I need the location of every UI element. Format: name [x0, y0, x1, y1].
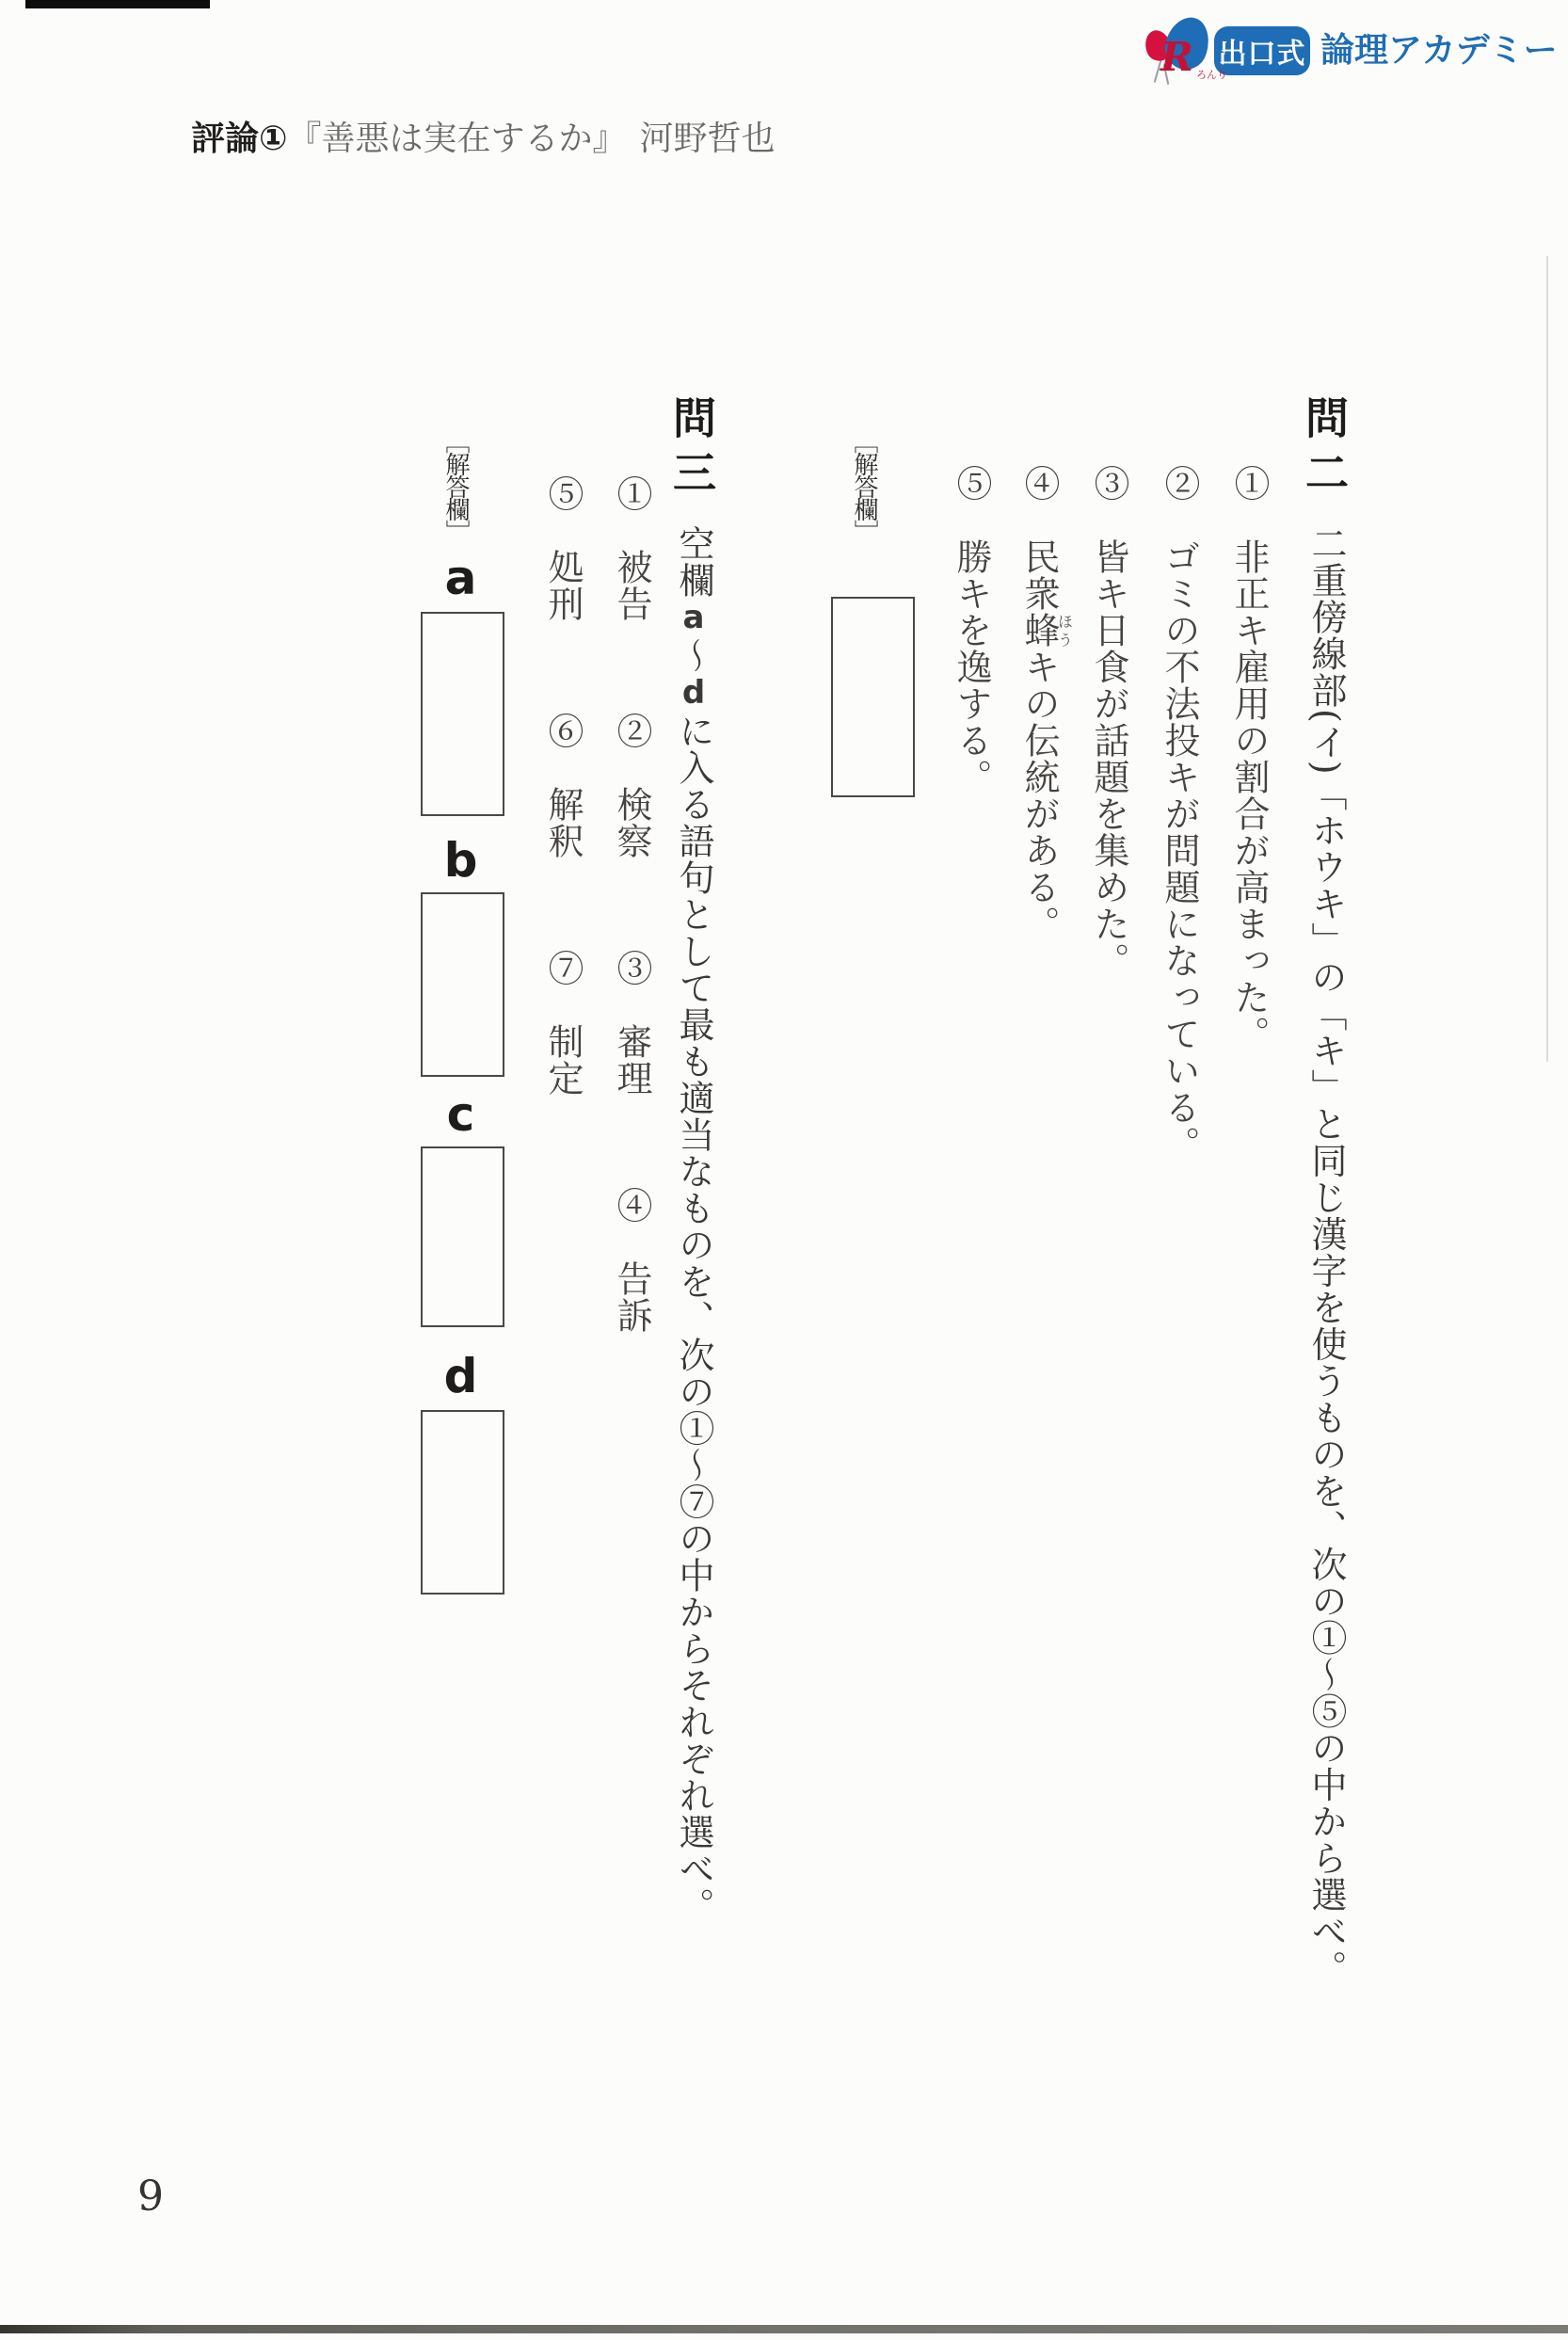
- logo-academy-title: 論理アカデミー: [1320, 31, 1558, 70]
- question2-option-3: ③ 皆キ日食が話題を集めた。: [1088, 465, 1129, 979]
- option4-base: 蜂: [1018, 612, 1060, 649]
- question3-option-4: ④ 告訴: [611, 1187, 652, 1334]
- question2-option-4: [1018, 465, 1074, 942]
- scan-artifact-top-bar: [25, 0, 210, 8]
- header-work-title: 『善悪は実在するか』: [287, 120, 627, 158]
- question2-option-1: ① 非正キ雇用の割合が高まった。: [1228, 465, 1270, 1052]
- logo-r-furigana: ろんり: [1196, 69, 1227, 81]
- header-lesson-label: 評論①: [191, 120, 288, 158]
- option4-suffix: キの伝統がある。: [1018, 649, 1060, 942]
- question3-option-3: ③ 審理: [611, 950, 652, 1097]
- q3-prompt-letter-a: a: [675, 599, 712, 637]
- page-number: 9: [137, 2172, 164, 2220]
- question3-option-7: ⑦ 制定: [542, 950, 584, 1097]
- question3-prompt: [673, 525, 714, 1924]
- option4-ruby: [1018, 612, 1074, 649]
- brand-logo: [1134, 15, 1567, 90]
- answer-box-d: [421, 1410, 504, 1595]
- answer-slot-label-c: c: [446, 1087, 475, 1142]
- q3-prompt-part2: に入る語句として最も適当なものを、次の①～⑦の中からそれぞれ選べ。: [673, 713, 714, 1924]
- logo-r-letter: R: [1160, 34, 1193, 80]
- answer-slot-label-a: a: [444, 551, 477, 605]
- question2-prompt: 二重傍線部(イ)「ホウキ」の「キ」と同じ漢字を使うものを、次の①～⑤の中から選べ。: [1305, 525, 1347, 1987]
- question3-option-6: ⑥ 解釈: [542, 713, 584, 859]
- answer-box-b: [421, 892, 504, 1077]
- page-header: [191, 119, 776, 159]
- logo-badge-text: 出口式: [1218, 38, 1306, 71]
- question2-option-2: ② ゴミの不法投キが問題になっている。: [1159, 465, 1200, 1162]
- answer-box-c: [421, 1146, 504, 1327]
- scan-artifact-bottom-line: [0, 2325, 1568, 2333]
- q3-prompt-part1: 空欄: [673, 525, 714, 599]
- answer-box-a: [421, 612, 504, 816]
- header-author: 河野哲也: [639, 120, 776, 158]
- question3-option-1: ① 被告: [611, 475, 652, 622]
- question3-heading: 問三: [666, 395, 717, 505]
- option4-furigana: ほう: [1055, 612, 1074, 649]
- scan-artifact-right-edge: [1546, 256, 1548, 1062]
- question2-answer-label: ［解答欄］: [850, 429, 878, 542]
- answer-slot-label-b: b: [443, 833, 478, 888]
- q3-prompt-tilde: ～: [673, 637, 714, 674]
- option4-prefix: ④ 民衆: [1018, 465, 1060, 612]
- answer-slot-label-d: d: [443, 1349, 478, 1403]
- question2-heading: 問二: [1299, 395, 1350, 505]
- q3-prompt-letter-d: d: [675, 674, 712, 713]
- question3-answer-label: ［解答欄］: [441, 429, 470, 542]
- question3-option-2: ② 検察: [611, 713, 652, 859]
- logo-badge: [1214, 26, 1310, 75]
- question2-option-5: ⑤ 勝キを逸する。: [951, 465, 992, 795]
- question3-option-5: ⑤ 処刑: [542, 475, 584, 622]
- question2-answer-box: [831, 597, 915, 797]
